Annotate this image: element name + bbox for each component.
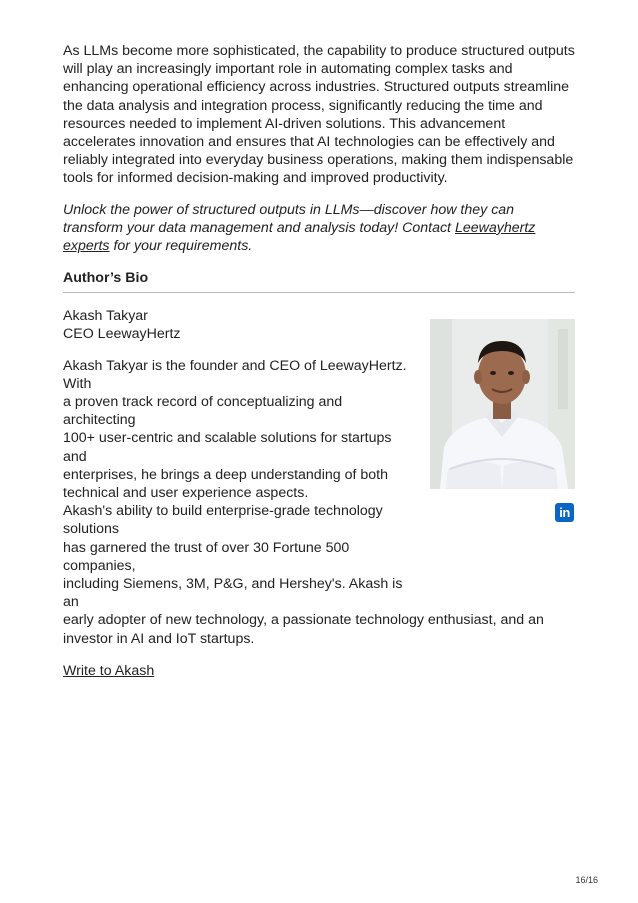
author-bio-section [63,307,575,648]
bio-line: has garnered the trust of over 30 Fortune 500 companies, [63,539,350,574]
bio-line: technical and user experience aspects. [63,485,309,502]
author-photo-icon [430,319,575,489]
bio-line: investor in AI and IoT startups. [63,630,255,647]
cta-text-after: for your requirements. [109,238,253,255]
linkedin-icon[interactable]: in [555,503,574,522]
author-title: CEO LeewayHertz [63,326,181,343]
call-to-action [63,201,575,256]
bio-line: a proven track record of conceptualizing and architecting [63,394,343,429]
author-photo [430,319,575,489]
page-number: 16/16 [575,875,598,885]
author-name: Akash Takyar [63,308,148,325]
write-to-akash-link[interactable]: Write to Akash [63,662,155,679]
bio-line: including Siemens, 3M, P&G, and Hershey's. Akash is an [63,576,403,611]
bio-line: early adopter of new technology, a passionate technology enthusiast, and an [63,612,544,629]
bio-line: enterprises, he brings a deep understanding of both [63,466,388,483]
bio-line: 100+ user-centric and scalable solutions for startups and [63,430,392,465]
conclusion-paragraph: As LLMs become more sophisticated, the capability to produce structured outputs will play an increasingly important role in automating complex tasks and enhancing operational efficiency across industries. Structured outputs streamline the data analysis and integration process, significantly reducing the time and resources needed to implement AI-driven solutions. This advancement accelerates innovation and ensures that AI technologies can be effectively and reliably integrated into everyday business operations, making them indispensable tools for informed decision-making and improved productivity. [63,43,575,187]
cta-text-before: Unlock the power of structured outputs in LLMs—discover how they can transform your data management and analysis today! Contact [63,201,515,236]
article-content [63,42,575,680]
bio-line: Akash's ability to build enterprise-grade technology solutions [63,503,383,538]
leewayhertz-experts-link[interactable]: Leewayhertz experts [63,219,536,255]
author-bio-heading: Author’s Bio [63,269,575,293]
bio-line: Akash Takyar is the founder and CEO of LeewayHertz. With [63,357,407,392]
